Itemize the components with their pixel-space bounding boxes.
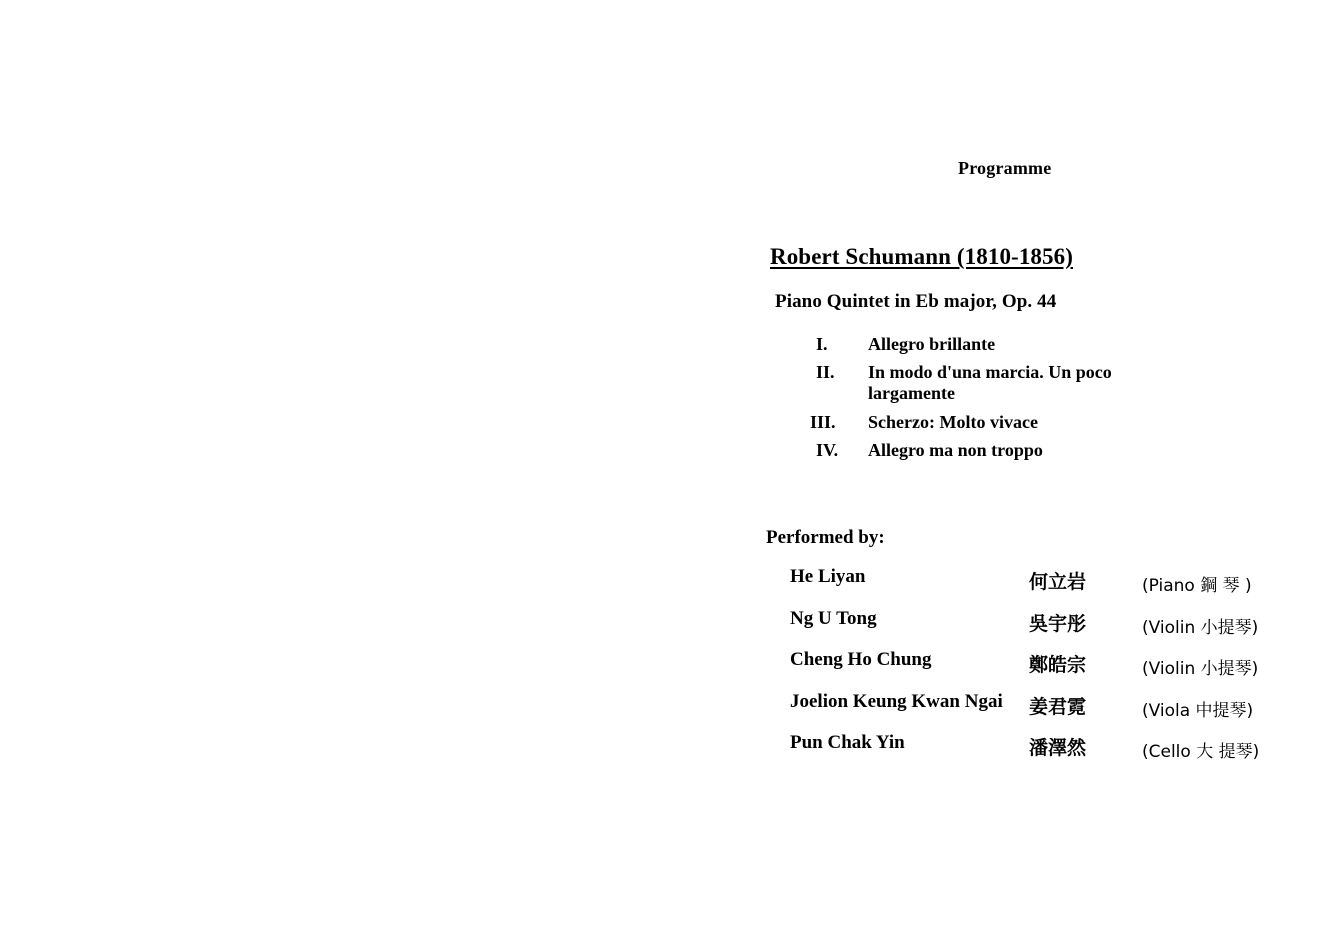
- performer-instrument: (Violin 小提琴): [1142, 617, 1259, 638]
- movement-name: Allegro ma non troppo: [868, 439, 1043, 460]
- movement-name: Allegro brillante: [868, 334, 996, 354]
- performer-row: [766, 691, 1286, 733]
- movement-numeral: IV.: [816, 439, 839, 460]
- performer-instrument: (Piano 鋼 琴 ): [1142, 576, 1252, 596]
- movement-numeral: II.: [816, 362, 835, 383]
- programme-heading: Programme: [958, 158, 1052, 178]
- movement-item: [810, 440, 1190, 461]
- performer-row: [766, 566, 1286, 608]
- performer-name: Cheng Ho Chung: [790, 649, 932, 670]
- performer-name: Ng U Tong: [790, 607, 877, 629]
- movement-numeral: III.: [810, 411, 836, 432]
- performer-name-chinese: 姜君霓: [1029, 695, 1087, 718]
- performer-name-chinese: 何立岩: [1029, 571, 1087, 593]
- performer-name: Pun Chak Yin: [790, 732, 905, 753]
- performer-row: [766, 608, 1286, 650]
- performer-name-chinese: 潘澤然: [1029, 737, 1087, 759]
- movement-list: [810, 334, 1190, 468]
- performer-row: [766, 649, 1286, 691]
- performer-list: [766, 566, 1286, 774]
- performed-by-label: Performed by:: [766, 527, 885, 548]
- performer-instrument: (Viola 中提琴): [1142, 700, 1254, 721]
- movement-item: [810, 412, 1190, 433]
- performer-row: [766, 732, 1286, 774]
- performer-instrument: (Violin 小提琴): [1142, 659, 1259, 679]
- performer-name: Joelion Keung Kwan Ngai: [790, 690, 1003, 712]
- movement-name: Scherzo: Molto vivace: [868, 411, 1038, 432]
- performer-name-chinese: 鄭皓宗: [1029, 654, 1087, 676]
- work-title: Piano Quintet in Eb major, Op. 44: [775, 291, 1057, 312]
- performer-name-chinese: 吳宇彤: [1029, 612, 1087, 635]
- movement-item: [810, 334, 1190, 355]
- composer-name: Robert Schumann (1810-1856): [770, 244, 1073, 269]
- performer-name: He Liyan: [790, 566, 866, 587]
- performer-instrument: (Cello 大 提琴): [1142, 742, 1260, 762]
- movement-name: In modo d'una marcia. Un poco largamente: [868, 362, 1112, 404]
- movement-item: [810, 362, 1190, 404]
- movement-numeral: I.: [816, 334, 828, 354]
